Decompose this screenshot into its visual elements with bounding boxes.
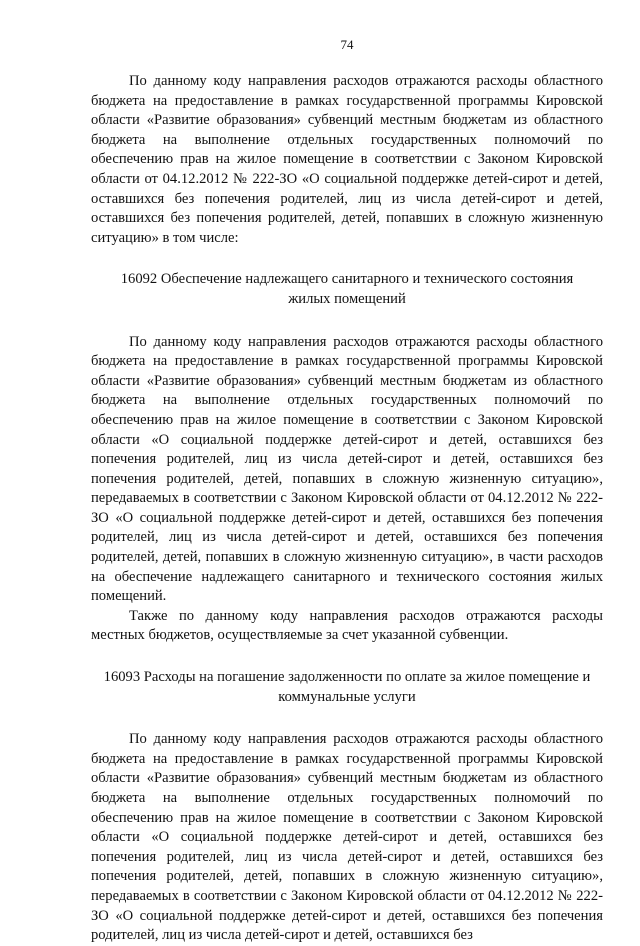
section-16093-paragraph: По данному коду направления расходов отражаются расходы областного бюджета на предоставление в рамках государственной программы Кировской области «Развитие образования» субвенций местным бюджетам из областного бюджета на выполнение отдельных государственных полномочий по обеспечению прав на жилое помещение в соответствии с Законом Кировской области «О социальной поддержке детей-сирот и детей, оставшихся без попечения родителей, лиц из числа детей-сирот и детей, оставшихся без попечения родителей, детей, попавших в сложную жизненную ситуацию», передаваемых в соответствии с Законом Кировской области от 04.12.2012 № 222-ЗО «О социальной поддержке детей-сирот и детей, оставшихся без попечения родителей, лиц из числа детей-сирот и детей, оставшихся без [91, 731, 603, 944]
section-16092-paragraph: По данному коду направления расходов отражаются расходы областного бюджета на предоставление в рамках государственной программы Кировской области «Развитие образования» субвенций местным бюджетам из областного бюджета на выполнение отдельных государственных полномочий по обеспечению прав на жилое помещение в соответствии с Законом Кировской области «О социальной поддержке детей-сирот и детей, оставшихся без попечения родителей, лиц из числа детей-сирот и детей, оставшихся без попечения родителей, детей, попавших в сложную жизненную ситуацию», передаваемых в соответствии с Законом Кировской области от 04.12.2012 № 222-ЗО «О социальной поддержке детей-сирот и детей, оставшихся без попечения родителей, лиц из числа детей-сирот и детей, оставшихся без попечения родителей, детей, попавших в сложную жизненную ситуацию», в части расходов на обеспечение надлежащего санитарного и технического состояния жилых помещений. [91, 333, 603, 605]
page-number: 74 [340, 37, 354, 52]
section-16092-note-paragraph: Также по данному коду направления расходов отражаются расходы местных бюджетов, осуществляемые за счет указанной субвенции. [91, 607, 603, 644]
section-heading-16092: 16092 Обеспечение надлежащего санитарного и технического состояния жилых помещений [120, 271, 574, 307]
document-page [91, 36, 603, 946]
intro-paragraph: По данному коду направления расходов отражаются расходы областного бюджета на предоставление в рамках государственной программы Кировской области «Развитие образования» субвенций местным бюджетам из областного бюджета на выполнение отдельных государственных полномочий по обеспечению прав на жилое помещение в соответствии с Законом Кировской области от 04.12.2012 № 222-ЗО «О социальной поддержке детей-сирот и детей, оставшихся без попечения родителей, лиц из числа детей-сирот и детей, оставшихся без попечения родителей, детей, попавших в сложную жизненную ситуацию» в том числе: [91, 73, 603, 246]
section-heading-16093: 16093 Расходы на погашение задолженности по оплате за жилое помещение и коммунальные услуги [103, 669, 591, 705]
